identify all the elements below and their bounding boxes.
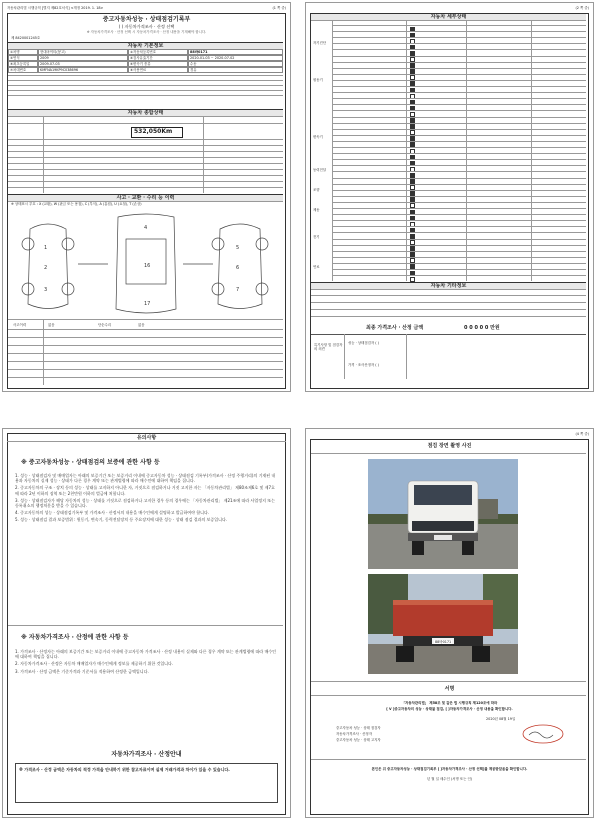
detail-row-rule	[332, 80, 586, 81]
field-value: 현대마이티(봉고)	[38, 49, 128, 55]
detail-row-rule	[332, 129, 586, 130]
detail-row-rule	[332, 178, 586, 179]
svg-text:7: 7	[236, 287, 240, 293]
page-number: (2 쪽 중)	[575, 6, 589, 10]
detail-row-rule	[332, 202, 586, 203]
detail-row-rule	[332, 123, 586, 124]
detail-row-rule	[332, 98, 586, 99]
detail-row-rule	[332, 31, 586, 32]
detail-row-rule	[332, 37, 586, 38]
warranty-item-4: 4. 중고자동차의 성능 · 상태점검기록부 및 가격조사 · 산정서의 내용을 매수인에게 설명하고 발급하여야 합니다.	[15, 510, 210, 516]
field-label: ⑧사용연료	[128, 67, 188, 73]
detail-row-rule	[332, 49, 586, 50]
section-warranty-heading: ※ 중고자동차성능 · 상태점검의 보증에 관한 사항 등	[21, 459, 160, 466]
group-label: 원동기	[313, 78, 323, 82]
field-value: 경유	[188, 67, 283, 73]
pricing-item-2: 2. 자동차가격조사 · 산정은 자동차 매매업자가 매수인에게 정보를 제공하기 위한 것입니다.	[15, 661, 174, 667]
detail-row-rule	[332, 226, 586, 227]
svg-text:6: 6	[236, 265, 240, 271]
warranty-item-2: 2. 중고자동차의 구조 · 장치 등의 성능 · 상태를 고지하지 아니한 자, 거짓으로 점검하거나 거짓 고지한 자는 「자동차관리법」 제80조제6호 및 제7호에 따라 2년 이하의 징역 또는 2천만원 이하의 벌금에 처합니다.	[15, 485, 275, 496]
vehicle-damage-diagram	[8, 209, 283, 319]
signature-stamp	[521, 723, 565, 745]
page-number: (1 쪽 중)	[272, 6, 286, 10]
final-price-label: 최종 가격조사 · 산정 금액	[366, 325, 424, 331]
warranty-text	[15, 473, 277, 621]
detail-row-rule	[332, 74, 586, 75]
document-subtitle: ( ) 자동차가격조사 · 산정 선택	[118, 24, 175, 29]
signature-date: 2020년 08월 19일	[486, 717, 516, 721]
checkbox-mark	[410, 277, 415, 282]
pricing-text	[15, 649, 277, 734]
truck-front-photo	[368, 459, 518, 569]
accident-legend: ※ 상태표시 부호 : X (교환), W (판금 또는 용접), C (부식), A (흠집), U (요철), T (손상)	[11, 202, 142, 206]
field-label: ⑥변속기 종류	[128, 61, 188, 67]
detail-row-rule	[332, 269, 586, 270]
detail-row-rule	[332, 251, 586, 252]
detail-row-rule	[332, 25, 586, 26]
signature-text-2: [ V ]중고자동차의 성능 · 상태를 점검, [ ]자동차가격조사 · 산정 내용을 확인합니다.	[386, 707, 513, 711]
svg-text:17: 17	[144, 301, 151, 307]
signer-appraiser: 자동차가격조사 · 산정자	[336, 732, 372, 736]
page-1	[2, 2, 291, 392]
signature-heading: 서명	[444, 686, 455, 692]
detail-row-rule	[332, 117, 586, 118]
field-label: ②자동차등록번호	[128, 49, 188, 55]
group-label: 조향	[313, 188, 320, 192]
page-4	[305, 428, 594, 818]
detail-row-rule	[332, 275, 586, 276]
detail-row-rule	[332, 147, 586, 148]
detail-row-rule	[332, 214, 586, 215]
opinion-label: 특기사항 및 점검자의 의견	[314, 343, 343, 351]
detail-row-rule	[332, 165, 586, 166]
detail-row-rule	[332, 196, 586, 197]
detail-row-rule	[332, 208, 586, 209]
detail-row-rule	[332, 86, 586, 87]
accident-history-heading: 사고 · 교환 · 수리 등 이력	[8, 194, 283, 202]
plate-number-value: 88바0171	[188, 49, 283, 55]
group-label: 제동	[313, 208, 320, 212]
detail-row-rule	[332, 43, 586, 44]
field-value: 2009-07-03	[38, 61, 128, 67]
svg-text:3: 3	[44, 287, 48, 293]
field-label: ④검사유효기간	[128, 55, 188, 61]
detail-row-rule	[332, 190, 586, 191]
page-2	[305, 2, 594, 392]
warranty-item-3: 3. 성능 · 상태점검자가 해당 자동차의 성능 · 상태를 거짓으로 점검하거나 고지한 경우 등의 경우에는 「자동차관리법」 제21조에 따라 사업정지 또는 등록취소의 행정처분을 받을 수 있습니다.	[15, 497, 275, 509]
detail-row-rule	[332, 110, 586, 111]
detail-row-rule	[332, 257, 586, 258]
notes-title: 유의사항	[7, 435, 286, 442]
other-info-heading: 자동차 기타정보	[311, 282, 586, 290]
warranty-item-5: 5. 성능 · 상태점검 결과 보증범위 : 원동기, 변속기, 동력전달장치 등 주요장치에 대한 성능 · 상태 점검 결과의 보증입니다.	[15, 517, 228, 523]
detail-row-rule	[332, 153, 586, 154]
truck-plate-label: 88바0171	[435, 640, 452, 644]
svg-text:5: 5	[236, 245, 240, 251]
detail-row-rule	[332, 245, 586, 246]
svg-text:2: 2	[44, 265, 48, 271]
detail-row-rule	[332, 56, 586, 57]
field-label: ⑦차대번호	[8, 67, 38, 73]
form-header: 자동차관리법 시행규칙 [별지 제82호서식] <개정 2019. 1. 18>	[7, 6, 104, 10]
group-label: 전기	[313, 235, 320, 239]
registration-number: 제 8420001245호	[11, 36, 41, 40]
mileage-value: 532,050Km	[134, 128, 173, 135]
detail-row-rule	[332, 263, 586, 264]
section-pricing-heading: ※ 자동차가격조사 · 산정에 관한 사항 등	[21, 634, 129, 641]
detail-row-rule	[332, 184, 586, 185]
accident-history-label: 사고이력	[13, 323, 27, 327]
detail-condition-heading: 자동차 세부상태	[311, 14, 586, 21]
receiver-signature-line: 년 월 일 매수인 (서명 또는 인)	[426, 777, 473, 781]
pricing-item-1: 1. 가격조사 · 산정자는 아래의 보증기간 또는 보증거리 이내에 중고자동차 가격조사 · 산정 내용이 실제와 다른 경우 계약 또는 관계법령에 따라 매수인에 대하여 책임을 집니다.	[15, 649, 277, 660]
detail-row-rule	[332, 239, 586, 240]
group-label: 변속기	[313, 135, 323, 139]
detail-row-rule	[332, 141, 586, 142]
document-title: 중고자동차성능 · 상태점검기록부	[102, 16, 191, 23]
group-label: 동력전달	[313, 168, 327, 172]
field-value: 2020-01-03 ~ 2020-07-02	[188, 55, 283, 61]
signer-inspector: 중고자동차 성능 · 상태 점검자	[336, 726, 381, 730]
detail-row-rule	[332, 232, 586, 233]
field-value: 2009	[38, 55, 128, 61]
page-3	[2, 428, 291, 818]
detail-row-rule	[332, 220, 586, 221]
field-value: 수동	[188, 61, 283, 67]
document-note: ※ 자동차가격조사 · 산정 선택 시 자동차가격조사 · 산정 내용을 기재해야 합니다.	[86, 30, 207, 34]
photo-section-title: 점검 장면 촬영 사진	[427, 443, 472, 449]
field-label: ①차명	[8, 49, 38, 55]
signature-text-1: 「자동차관리법」 제58조 및 같은 법 시행규칙 제120조에 따라	[401, 701, 498, 705]
truck-rear-photo	[368, 574, 518, 674]
svg-text:1: 1	[44, 245, 48, 251]
svg-text:4: 4	[144, 225, 148, 231]
signer-notifier: 중고자동차 성능 · 상태 고지자	[336, 738, 381, 742]
group-label: 연료	[313, 265, 320, 269]
opinion-inspector: 성능 · 상태점검자 ( )	[348, 341, 379, 345]
warranty-item-1: 1. 성능 · 상태점검자 및 매매업자는 아래의 보증기간 또는 보증거리 이내에 중고자동차 성능 · 상태점검 기록부(가격조사 · 산정 주행거리)의 기재된 내용과 자동차의 실제 성능 · 상태가 다른 경우 계약 또는 관계법령에 따라 매수인에 대하여 책임을 집니다.	[15, 473, 276, 484]
pricing-guide-notice: ※ 가격조사 · 산정 금액은 자동차의 적정 가격을 안내하기 위한 참고자료이며 실제 거래가격과 차이가 있을 수 있습니다.	[19, 767, 230, 772]
group-label: 자기진단	[313, 41, 327, 45]
field-value: KMFNA19KP9C038696	[38, 67, 128, 73]
receipt-confirmation: 본인은 위 중고자동차성능 · 상태점검기록부 [ ]자동차가격조사 · 산정 선택]를 제공받았음을 확인합니다.	[371, 767, 528, 771]
pricing-guide-heading: 자동차가격조사 · 산정안내	[111, 751, 182, 758]
basic-info-heading: 자동차 기본정보	[8, 42, 283, 50]
simple-repair-label: 단순수리	[98, 323, 112, 327]
general-condition-heading: 자동차 종합상태	[8, 109, 283, 117]
detail-row-rule	[332, 104, 586, 105]
opinion-appraiser: 가격 · 조사산정자 ( )	[348, 363, 379, 367]
detail-row-rule	[332, 171, 586, 172]
field-label: ③연식	[8, 55, 38, 61]
pricing-item-3: 3. 가격조사 · 산정 금액은 기준가격과 기준서를 적용하여 산정한 금액입니다.	[15, 668, 149, 674]
page-number: (4 쪽 중)	[575, 432, 589, 436]
accident-history-value: 없음	[48, 323, 55, 327]
detail-row-rule	[332, 62, 586, 63]
simple-repair-value: 없음	[138, 323, 145, 327]
svg-text:16: 16	[144, 263, 151, 269]
field-label: ⑤최초등록일	[8, 61, 38, 67]
final-price-value: 0 0 0 0 0 만원	[464, 325, 500, 331]
detail-row-rule	[332, 135, 586, 136]
detail-row-rule	[332, 159, 586, 160]
detail-row-rule	[332, 92, 586, 93]
detail-row-rule	[332, 68, 586, 69]
